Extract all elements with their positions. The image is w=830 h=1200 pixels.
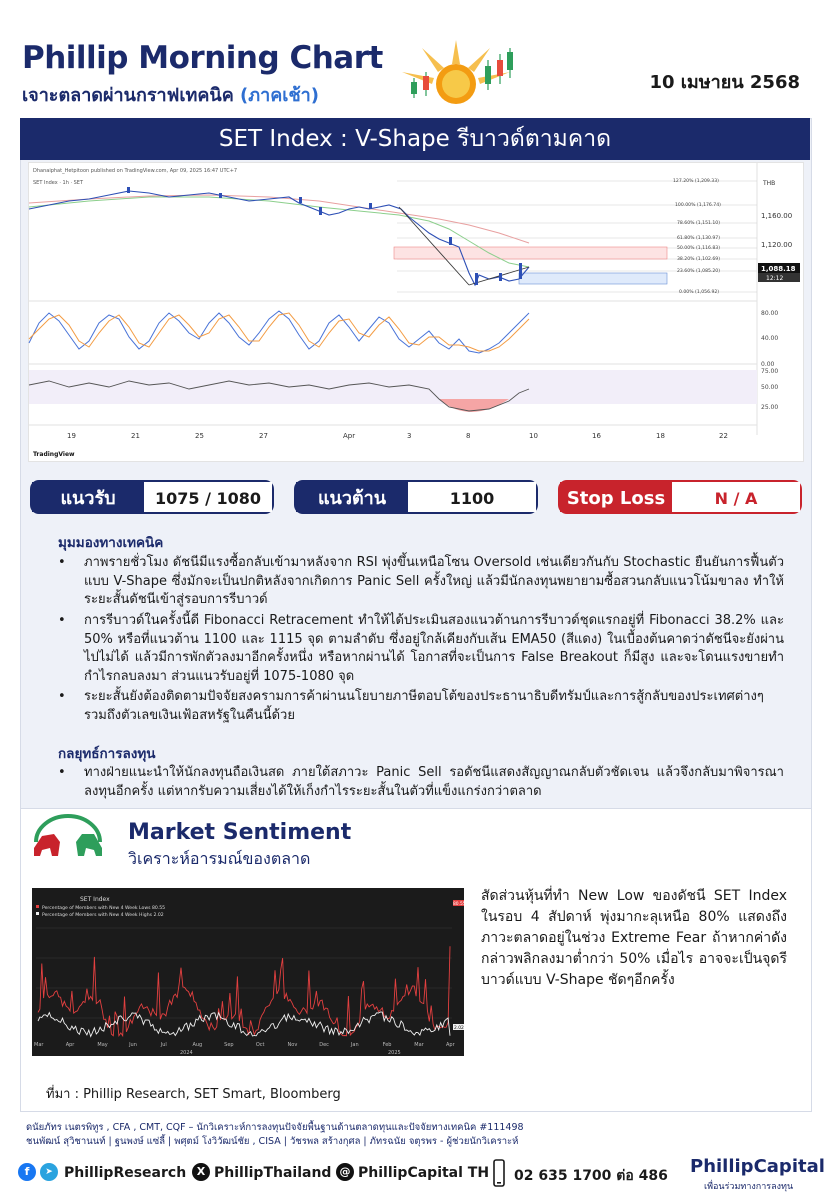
bullet-dot: • <box>58 555 66 570</box>
bb-year-label: 2025 <box>388 1050 401 1056</box>
tradingview-chart <box>28 162 804 462</box>
fib-level-label: 23.60% (1,085.20) <box>677 269 721 274</box>
bb-last-highs: 2.02 <box>454 1026 464 1031</box>
sentiment-subtitle: วิเคราะห์อารมณ์ของตลาด <box>128 849 311 868</box>
rsi-level-label: 80.00 <box>761 310 779 317</box>
phillipcapital-logo: PhillipCapital <box>690 1156 825 1177</box>
x-tick-label: 19 <box>67 432 76 440</box>
support-value: 1075 / 1080 <box>144 482 272 512</box>
bullet-dot: • <box>58 689 66 704</box>
price-level-label: 1,160.00 <box>761 212 793 220</box>
bb-month-tick: Jun <box>129 1042 137 1048</box>
analyst-credit: ดนัยภัทร เนตรพิทูร , CFA , CMT, CQF – นักวิเคราะห์การลงทุนปัจจัยพื้นฐานด้านตลาดทุนและปัจจัยทางเทคนิค #111498 <box>26 1122 524 1133</box>
fib-level-label: 127.20% (1,209.33) <box>673 179 719 184</box>
facebook-icon[interactable]: f <box>18 1163 36 1181</box>
resistance-level <box>294 480 538 514</box>
new-lows-chart-svg <box>32 888 464 1056</box>
bb-month-tick: Apr <box>446 1042 455 1048</box>
brand-subtitle <box>22 80 319 109</box>
bull-bear-icon <box>28 812 108 870</box>
x-tick-label: 25 <box>195 432 204 440</box>
x-tick-label: 8 <box>466 432 471 440</box>
x-tick-label: 22 <box>719 432 728 440</box>
technical-bullet <box>58 554 784 610</box>
analysis-section <box>28 528 804 806</box>
x-icon[interactable]: X <box>192 1163 210 1181</box>
bottom-level-label: 75.00 <box>761 368 779 375</box>
stop-loss-level <box>558 480 802 514</box>
fib-level-label: 0.00% (1,056.92) <box>679 290 720 295</box>
bb-month-tick: Aug <box>192 1042 203 1048</box>
facebook-link[interactable]: PhillipResearch <box>64 1165 187 1181</box>
report-date: 10 เมษายน 2568 <box>649 72 800 93</box>
bb-month-tick: Sep <box>224 1042 234 1048</box>
price-level-label: 1,120.00 <box>761 241 793 249</box>
resistance-zone <box>394 247 667 259</box>
bb-last-lows: 80.55 <box>453 902 466 907</box>
technical-bullet-text: ระยะสั้นยังต้องติดตามปัจจัยสงครามการค้าผ่านนโยบายภาษีตอบโต้ของประธานาธิบดีทรัมป์และการสู้กลับของประเทศต่างๆ รวมถึงตัวเลขเงินเฟ้อสหรัฐในคืนนี้ด้วย <box>84 689 764 723</box>
bb-month-tick: Mar <box>34 1042 44 1048</box>
assistant-credit: ชนพัฒน์ สุวิชานนท์ | ฐนพงษ์ แซ่ลี้ | พศุตม์ โงวิวัฒน์ชัย , CISA | วัชรพล สร้างกุศล | ภัทรฉนัย จตุรพร - ผู้ช่วยนักวิเคราะห์ <box>26 1136 519 1147</box>
bb-month-tick: Oct <box>255 1042 265 1048</box>
x-tick-label: 16 <box>592 432 601 440</box>
rsi-level-label: 40.00 <box>761 335 779 342</box>
strategy-heading: กลยุทธ์การลงทุน <box>58 746 156 762</box>
stop-loss-value: N / A <box>672 482 800 512</box>
phone-number[interactable]: 02 635 1700 ต่อ 486 <box>514 1168 668 1184</box>
sunrise-candlestick-logo <box>392 38 520 106</box>
subtitle-main: เจาะตลาดผ่านกราฟเทคนิค <box>22 85 241 106</box>
bb-month-tick: May <box>97 1042 108 1048</box>
strategy-bullet <box>58 764 784 801</box>
fib-level-label: 38.20% (1,102.69) <box>677 257 721 262</box>
support-zone <box>519 273 667 284</box>
tradingview-logo: TradingView <box>33 451 75 458</box>
subtitle-highlight: (ภาคเช้า) <box>240 85 319 106</box>
bb-month-tick: Feb <box>382 1042 392 1048</box>
strategy-bullet-text: ทางฝ่ายแนะนำให้นักลงทุนถือเงินสด ภายใต้สภาวะ Panic Sell รอดัชนีแสดงสัญญาณกลับตัวชัดเจน แล้วจึงกลับมาพิจารณาลงทุนอีกครั้ง แต่หากรับความเสี่ยงได้ให้เก็งกำไรระยะสั้นในตัวที่แข็งแกร่งกว่าตลาด <box>84 765 784 799</box>
tradingview-chart-svg <box>29 163 803 461</box>
bottom-level-label: 25.00 <box>761 404 779 411</box>
new-lows-chart <box>32 888 464 1056</box>
bb-month-tick: Jan <box>350 1042 359 1048</box>
technical-heading: มุมมองทางเทคนิค <box>58 535 164 551</box>
bb-year-label: 2024 <box>180 1050 193 1056</box>
bb-month-tick: Jul <box>160 1042 167 1048</box>
bar-countdown: 12:12 <box>766 275 784 282</box>
x-tick-label: 3 <box>407 432 412 440</box>
technical-bullet <box>58 688 784 725</box>
rsi-level-label: 0.00 <box>761 361 775 368</box>
bb-month-tick: Apr <box>65 1042 75 1048</box>
bb-month-tick: Nov <box>287 1042 298 1048</box>
resistance-label: แนวต้าน <box>296 482 408 512</box>
bb-legend-highs: Percentage of Members with New 4 Week Highs 2.02 <box>42 913 164 918</box>
sentiment-text: สัดส่วนหุ้นที่ทำ New Low ของดัชนี SET Index ในรอบ 4 สัปดาห์ พุ่งมากะลุเหนือ 80% แสดงถึงภาวะตลาดอยู่ในช่วง Extreme Fear ถ้าหากค่าดังกล่าวพลิกลงมาต่ำกว่า 50% เมื่อไร อาจจะเป็นจุดรีบาวด์แบบ V-Shape ชัดๆอีกครั้ง <box>481 888 787 988</box>
fib-level-label: 50.00% (1,116.83) <box>677 246 721 251</box>
bb-month-tick: Dec <box>319 1042 329 1048</box>
phone-icon <box>490 1158 508 1188</box>
source-note: ที่มา : Phillip Research, SET Smart, Bloomberg <box>46 1087 341 1102</box>
x-tick-label: Apr <box>343 432 356 440</box>
phillipcapital-tagline: เพื่อนร่วมทางการลงทุน <box>704 1182 794 1192</box>
bullet-dot: • <box>58 613 66 628</box>
chart-attribution: Dhanaiphat_Hetpitoon published on TradingView.com, Apr 09, 2025 16:47 UTC+7 <box>33 168 238 174</box>
resistance-value: 1100 <box>408 482 536 512</box>
x-tick-label: 18 <box>656 432 665 440</box>
telegram-icon[interactable]: ➤ <box>40 1163 58 1181</box>
support-level <box>30 480 274 514</box>
currency-label: THB <box>763 180 776 187</box>
last-price: 1,088.18 <box>761 265 796 273</box>
x-link[interactable]: PhillipThailand <box>214 1165 332 1181</box>
sentiment-title: Market Sentiment <box>128 820 352 845</box>
technical-bullet <box>58 612 784 686</box>
chart-banner: SET Index : V-Shape รีบาวด์ตามคาด <box>20 118 810 160</box>
bb-month-tick: Mar <box>414 1042 424 1048</box>
brand-title: Phillip Morning Chart <box>22 40 383 76</box>
fib-level-label: 61.80% (1,130.97) <box>677 236 721 241</box>
bottom-level-label: 50.00 <box>761 384 779 391</box>
x-tick-label: 21 <box>131 432 140 440</box>
x-tick-label: 27 <box>259 432 268 440</box>
bullet-dot: • <box>58 765 66 780</box>
fib-level-label: 78.60% (1,151.10) <box>677 221 721 226</box>
threads-icon[interactable]: @ <box>336 1163 354 1181</box>
stop-loss-label: Stop Loss <box>560 482 672 512</box>
bb-chart-title: SET Index <box>80 896 110 903</box>
technical-bullet-text: ภาพรายชั่วโมง ดัชนีมีแรงซื้อกลับเข้ามาหลังจาก RSI พุ่งขึ้นเหนือโซน Oversold เช่นเดียวกันกับ Stochastic ยืนยันการฟื้นตัวแบบ V-Shape ซึ่งมักจะเป็นปกติหลังจากเกิดการ Panic Sell ครั้งใหญ่ แล้วมีนักลงทุนพยายามซื้อสวนกลับแนวโน้มขาลง ทำให้ระยะสั้นดัชนีเข้าสู่รอบการรีบาวด์ <box>84 555 784 607</box>
bb-legend-lows: Percentage of Members with New 4 Week Lows 80.55 <box>42 906 166 911</box>
support-label: แนวรับ <box>32 482 144 512</box>
threads-link[interactable]: PhillipCapital TH <box>358 1165 490 1181</box>
fib-level-label: 100.00% (1,176.74) <box>675 203 721 208</box>
chart-symbol: SET Index · 1h · SET <box>33 180 84 186</box>
x-tick-label: 10 <box>529 432 538 440</box>
technical-bullet-text: การรีบาวด์ในครั้งนี้ดี Fibonacci Retracement ทำให้ได้ประเมินสองแนวต้านการรีบาวด์ชุดแรกอยู่ที่ Fibonacci 38.2% และ 50% หรือที่แนวต้าน 1100 และ 1115 จุด ตามลำดับ ซึ่งอยู่ใกล้เคียงกับเส้น EMA50 (สีแดง) ในเบื้องต้นคาดว่าดัชนีจะยังผ่านไปไม่ได้ แล้วมีการพักตัวลงมาอีกครั้งหนึ่ง หรือหากผ่านได้ โอกาสที่จะเป็นการ False Breakout ก็มีสูง และจะโดนแรงขายทำกำไรกลบลงมา ส่วนแนวรับอยู่ที่ 1075-1080 จุด <box>84 613 784 684</box>
